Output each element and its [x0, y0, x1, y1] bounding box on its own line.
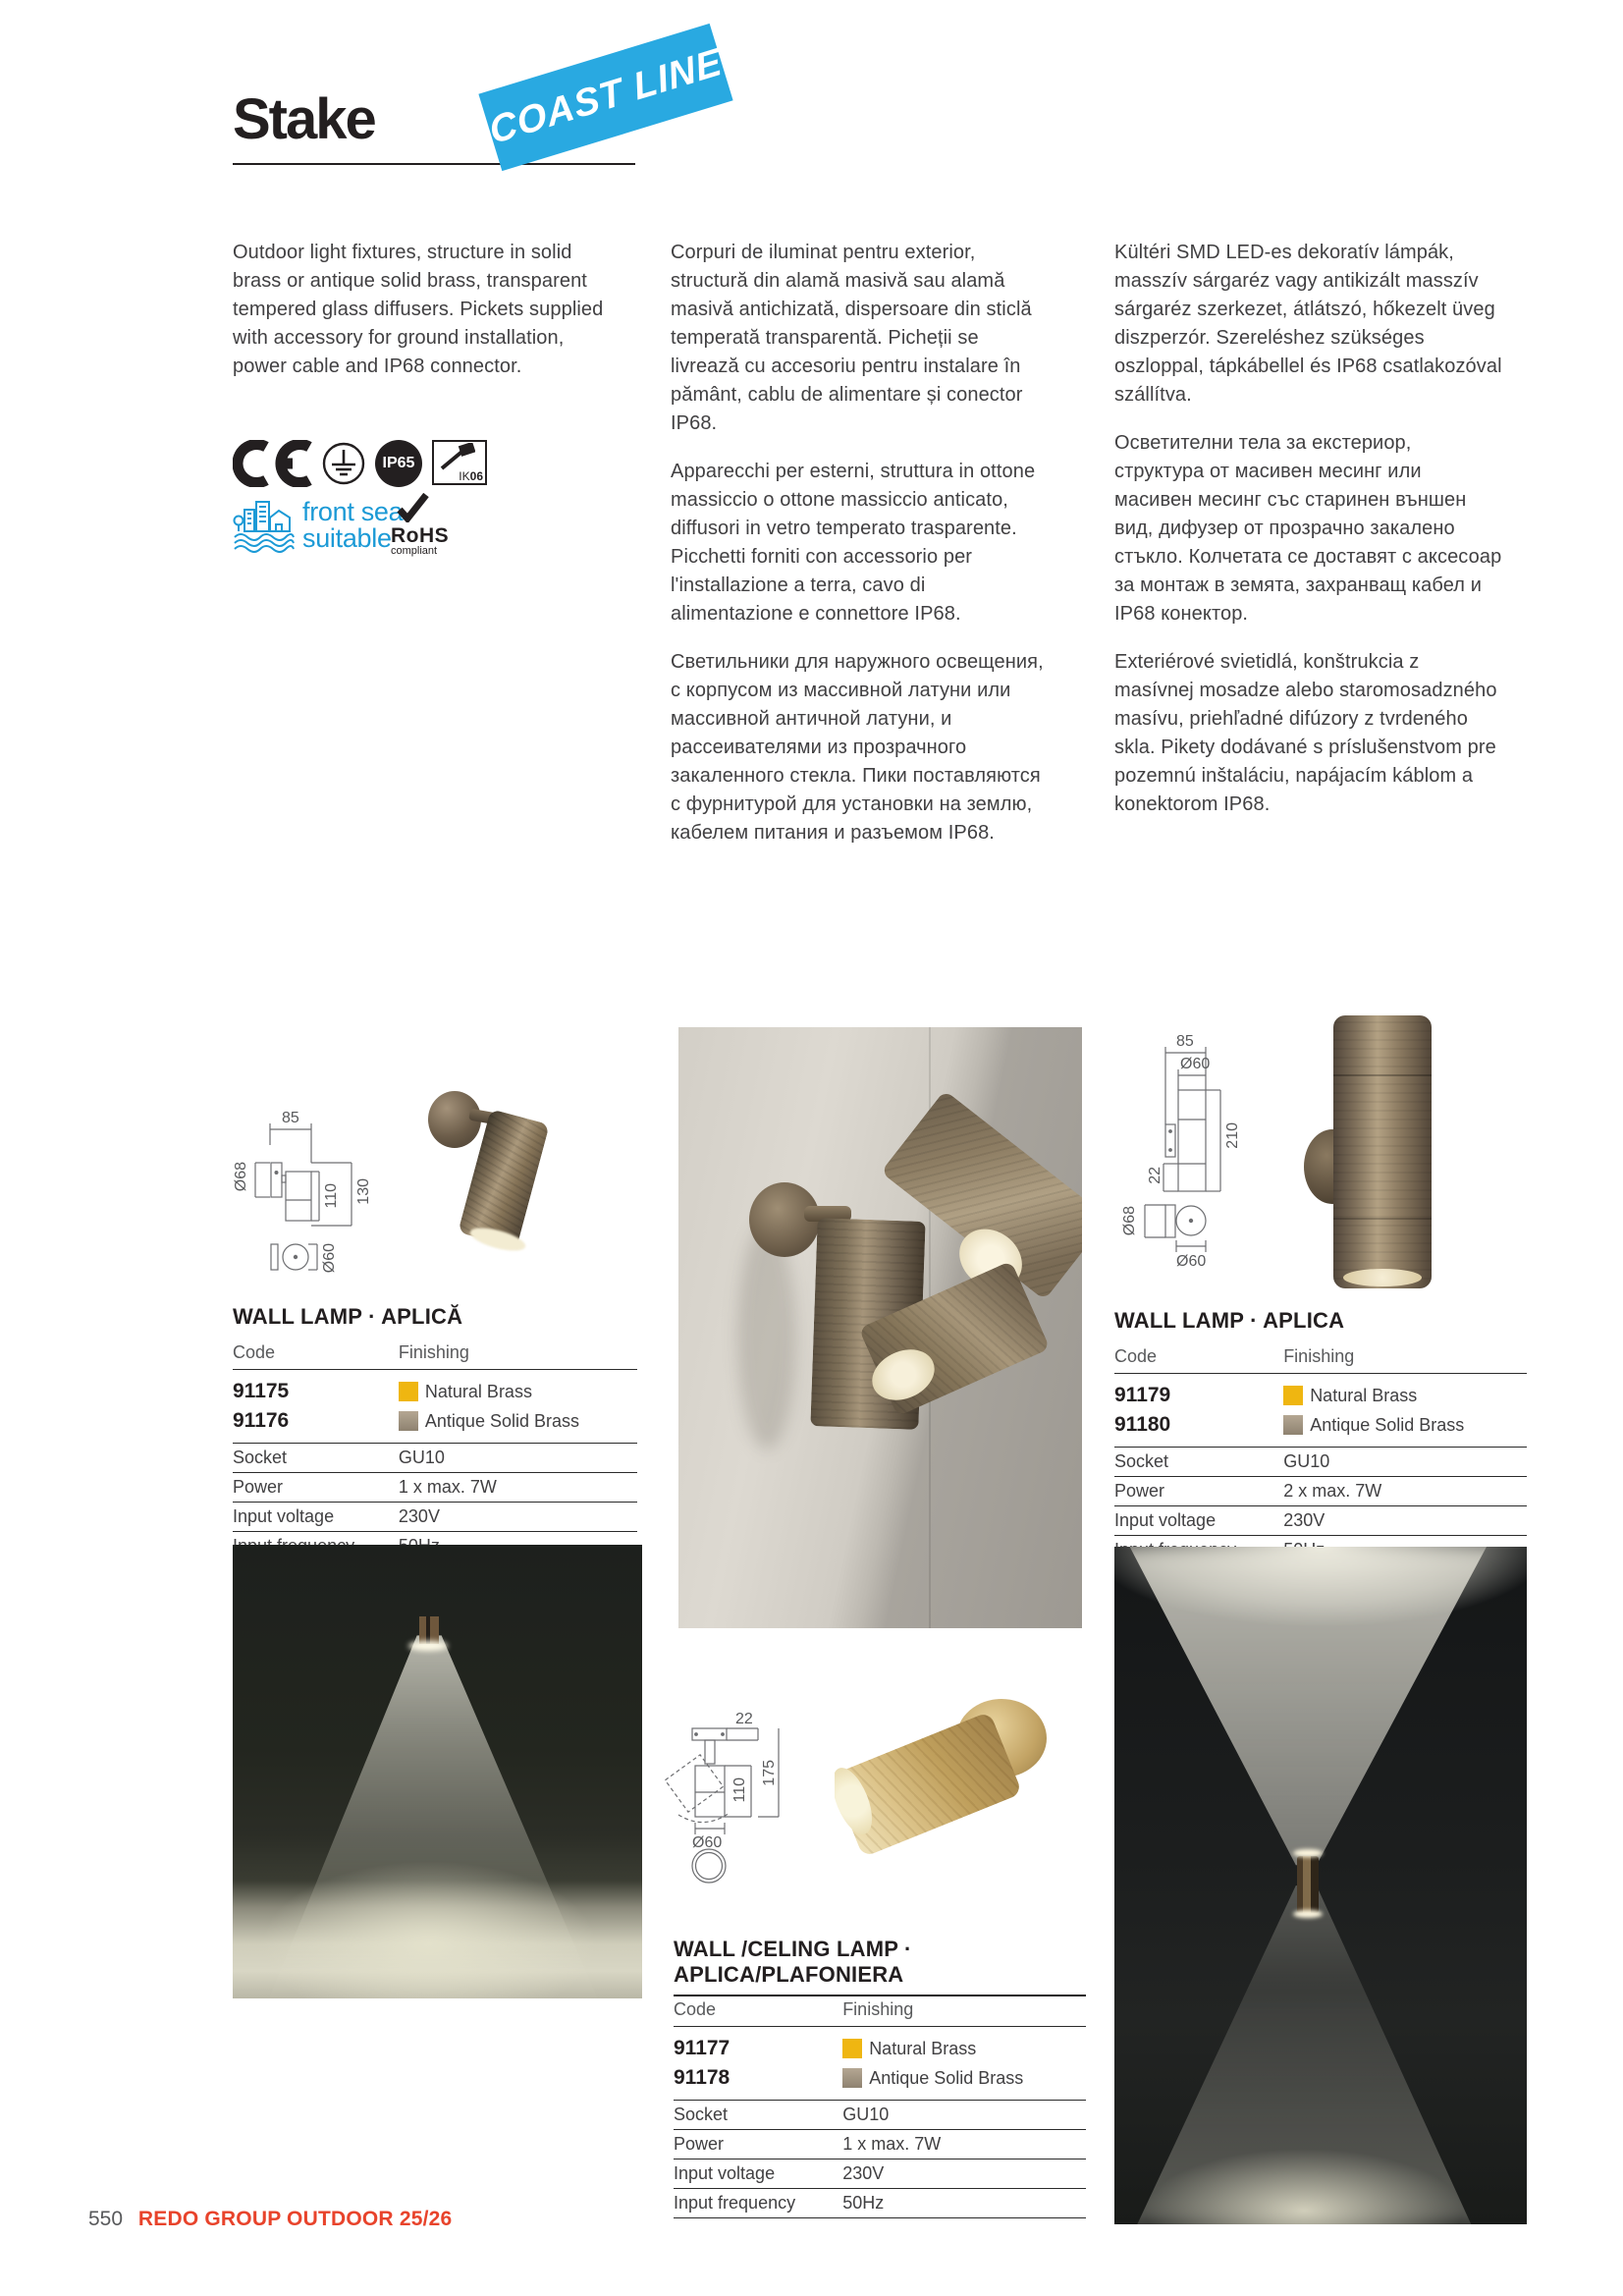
dim-label: Ø68: [233, 1162, 249, 1192]
spec-row-voltage: Input voltage 230V: [674, 2159, 1086, 2189]
intro-bg: Осветителни тела за екстериор, структура от масивен месинг или масивен месинг със старинен външен вид, дифузер от прозрачно закалено стъкло. Колчетата се доставят с аксесоар за монтаж в земята, захранващ кабел и IP68 конектор.: [1114, 432, 1502, 625]
spec-title: WALL LAMP · APLICA: [1114, 1308, 1345, 1333]
dim-label: 22: [735, 1711, 753, 1727]
dim-label: 110: [323, 1183, 340, 1209]
spec-row-socket: Socket GU10: [1114, 1448, 1527, 1477]
intro-en: Outdoor light fixtures, structure in solid brass or antique solid brass, transparent tempered glass diffusers. Pickets supplied with accessory for ground installation, power cable and IP68 connector.: [233, 242, 604, 377]
ik06-rating-icon: [432, 440, 487, 485]
tech-drawing-wall-lamp-1: [233, 1108, 380, 1280]
dim-label: 85: [282, 1110, 299, 1126]
tech-drawing-wall-lamp-2: [1119, 1029, 1247, 1275]
dim-label: Ø60: [1176, 1253, 1207, 1270]
intro-it: Apparecchi per esterni, struttura in ottone massiccio o ottone massiccio anticato, diffusori in vetro temperato trasparente. Picchetti forniti con accessorio per l'installazione a terra, cavo di alimentazione e connettore IP68.: [671, 461, 1036, 625]
photo-wall-spot-antique: [424, 1066, 557, 1296]
spec-codes-row: [233, 1370, 637, 1444]
intro-ru: Светильники для наружного освещения, с корпусом из массивной латуни или массивной античной латуни, и рассеивателями из прозрачного закаленного стекла. Пики поставляются с фурнитурой для установки на землю, кабелем питания и разъемом IP68.: [671, 651, 1044, 844]
antique-brass-swatch: [1283, 1415, 1303, 1435]
antique-brass-swatch: [842, 2068, 862, 2088]
spec-title: WALL LAMP · APLICĂ: [233, 1304, 463, 1329]
fixture-silhouette: [419, 1616, 439, 1644]
ground-earth-icon: [322, 442, 365, 490]
intro-ro: Corpuri de iluminat pentru exterior, structură din alamă masivă sau alamă masivă antichizată, dispersoare din sticlă temperată transparentă. Picheții se livrează cu accesoriu pentru instalare în pământ, cablu de alimentare și conector IP68.: [671, 242, 1032, 434]
photo-beam-down: [233, 1545, 642, 1998]
intro-hu: Kültéri SMD LED-es dekoratív lámpák, masszív sárgaréz vagy antikizált masszív sárgaréz szerkezet, átlátszó, hőkezelt üveg diszperzór. Szereléshez szükséges oszloppal, tápkábellel és IP68 csatlakozóval szállítva.: [1114, 242, 1502, 406]
intro-column-2: [671, 239, 1046, 847]
dim-label: Ø60: [321, 1243, 338, 1274]
product-codes: 91175 91176: [233, 1380, 290, 1432]
front-sea-icon: [233, 494, 296, 558]
rohs-label: RoHS: [391, 524, 450, 547]
photo-beam-up-down: [1114, 1547, 1527, 2224]
footer-brand: REDO GROUP OUTDOOR 25/26: [137, 2208, 453, 2230]
dim-label: 85: [1176, 1033, 1194, 1050]
photo-ceiling-spot-brass: [835, 1697, 1060, 1864]
photo-updown-wall-lamp: [1304, 1013, 1441, 1294]
dim-label: Ø60: [1180, 1056, 1211, 1072]
product-codes: 91177 91178: [674, 2037, 730, 2089]
spec-codes-row: [674, 2027, 1086, 2101]
ip65-rating-icon: [375, 440, 422, 487]
spec-row-socket: Socket GU10: [674, 2101, 1086, 2130]
dim-label: 175: [761, 1760, 778, 1786]
spec-row-socket: Socket GU10: [233, 1444, 637, 1473]
spec-row-power: Power 1 x max. 7W: [674, 2130, 1086, 2159]
fixture-silhouette: [1297, 1856, 1319, 1913]
rohs-icon: [391, 493, 469, 557]
page-footer: [88, 2208, 452, 2231]
dim-label: 130: [355, 1178, 372, 1205]
spec-table-wall-ceiling-lamp: [674, 1937, 1086, 2218]
spec-title: WALL /CELING LAMP · APLICA/PLAFONIERA: [674, 1937, 1086, 1996]
natural-brass-swatch: [399, 1382, 418, 1401]
title-underline: [233, 163, 635, 165]
page-number: 550: [88, 2208, 124, 2230]
page-title: Stake: [233, 87, 375, 151]
spec-table-wall-lamp-2: [1114, 1308, 1527, 1565]
coast-line-badge: [478, 24, 732, 171]
coast-line-badge-label: COAST LINE: [485, 40, 727, 153]
spec-row-voltage: Input voltage 230V: [1114, 1506, 1527, 1536]
ip65-label: IP65: [382, 455, 415, 471]
product-finishes: Natural Brass Antique Solid Brass: [399, 1377, 579, 1436]
product-finishes: Natural Brass Antique Solid Brass: [1283, 1381, 1464, 1440]
dim-label: Ø68: [1121, 1206, 1138, 1236]
spec-codes-row: [1114, 1374, 1527, 1448]
spec-row-voltage: Input voltage 230V: [233, 1503, 637, 1532]
spec-row-frequency: Input frequency 50Hz: [674, 2189, 1086, 2218]
antique-brass-swatch: [399, 1411, 418, 1431]
dim-label: 22: [1147, 1167, 1163, 1184]
spec-header-row: Code Finishing: [1114, 1343, 1527, 1374]
spec-header-row: Code Finishing: [674, 1996, 1086, 2027]
intro-column-1: [233, 239, 604, 381]
front-sea-label: front sea suitable: [302, 497, 404, 553]
spec-header-row: Code Finishing: [233, 1339, 637, 1370]
rohs-sublabel: compliant: [391, 545, 438, 557]
ik06-label: IK06: [459, 469, 483, 483]
ce-mark-icon: [233, 440, 313, 492]
natural-brass-swatch: [1283, 1386, 1303, 1405]
intro-column-3: [1114, 239, 1502, 819]
natural-brass-swatch: [842, 2039, 862, 2058]
spec-table-wall-lamp-1: [233, 1304, 637, 1561]
tech-drawing-ceiling-lamp: [665, 1709, 792, 1890]
dim-label: 110: [731, 1777, 748, 1803]
dim-label: 210: [1224, 1122, 1241, 1149]
photo-wall-corner-spots: [678, 1027, 1082, 1628]
intro-sk: Exteriérové svietidlá, konštrukcia z masívnej mosadze alebo staromosadzného masívu, priehľadné difúzory z tvrdeného skla. Pikety dodávané s príslušenstvom pre pozemnú inštaláciu, napájacím káblom a konektorom IP68.: [1114, 651, 1497, 815]
product-finishes: Natural Brass Antique Solid Brass: [842, 2034, 1023, 2093]
product-codes: 91179 91180: [1114, 1384, 1171, 1436]
spec-row-power: Power 1 x max. 7W: [233, 1473, 637, 1503]
spec-row-power: Power 2 x max. 7W: [1114, 1477, 1527, 1506]
dim-label: Ø60: [692, 1834, 723, 1851]
